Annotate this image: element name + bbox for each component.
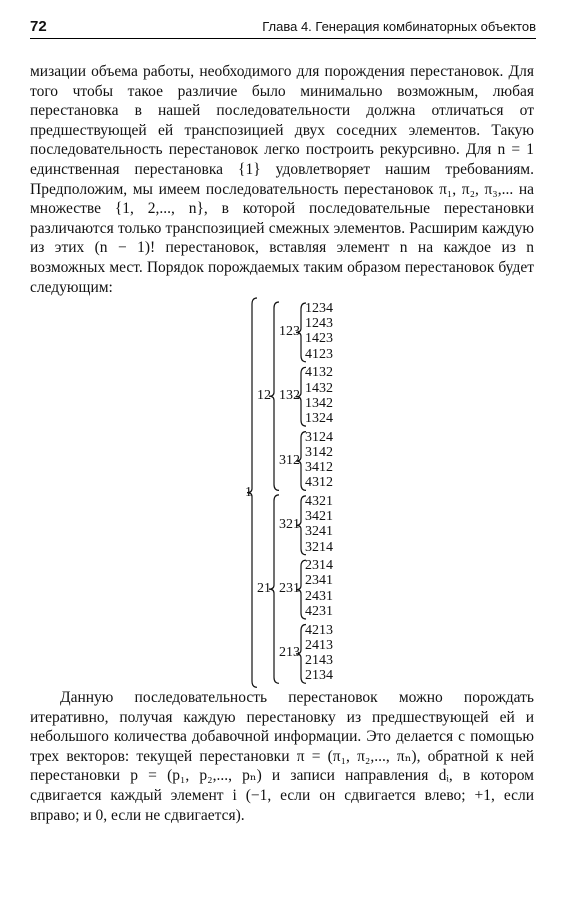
root-node: 1 (245, 484, 252, 500)
permutation-leaf: 1234 (305, 301, 333, 316)
permutation-leaf: 3241 (305, 524, 333, 540)
permutation-leaf: 4213 (305, 622, 333, 638)
level3-node: 321 (279, 516, 300, 532)
level3-node: 132 (279, 388, 300, 404)
paragraph-iterative (30, 688, 534, 825)
permutation-leaf: 3124 (305, 429, 333, 445)
permutation-leaf: 3214 (305, 539, 333, 555)
permutation-leaf: 1432 (305, 380, 333, 396)
permutation-leaf: 4312 (305, 475, 333, 491)
page-number: 72 (30, 18, 47, 35)
permutation-leaf: 1243 (305, 316, 333, 332)
level3-node: 231 (279, 581, 300, 597)
paragraph-iterative-text: Данную последовательность перестановок можно порождать итеративно, получая каждую перестановку из предшествующей ей и небольшого количества добавочной информации. Это делается с помощью трех векторов: текущей перестановки π = (π₁, π₂,..., πₙ), обратной к ней перестановки p = (p₁, p₂,..., pₙ) и записи направления dᵢ, в котором сдвигается каждый элемент i (−1, если он сдвигается влево; +1, если вправо; и 0, если не сдвигается). (30, 689, 534, 824)
permutation-leaf: 2431 (305, 588, 333, 604)
permutation-leaf: 2314 (305, 558, 333, 574)
paragraph-intro: мизации объема работы, необходимого для порождения перестановок. Для того чтобы такое различие было минимально возможным, любая перестановка в нашей последовательности должна отличаться от предшествующей ей транспозицией двух соседних элементов. Такую последовательность перестановок легко построить рекурсивно. Для n = 1 единственная перестановка {1} удовлетворяет нашим требованиям. Предположим, мы имеем последовательность перестановок π₁, π₂, π₃,... на множестве {1, 2,..., n}, в которой последовательные перестановки различаются только транспозицией смежных элементов. Расширим каждую из этих (n − 1)! перестановок, вставляя элемент n на каждое из n возможных мест. Порядок порождаемых таким образом перестановок будет следующим: (30, 63, 534, 296)
permutation-leaf: 4123 (305, 346, 333, 362)
level3-node: 123 (279, 323, 300, 339)
permutation-leaf: 1423 (305, 331, 333, 347)
level2-node: 21 (257, 581, 271, 597)
permutation-leaf: 2341 (305, 573, 333, 589)
permutation-leaf: 2413 (305, 637, 333, 653)
permutation-leaf: 2143 (305, 652, 333, 668)
chapter-title: Глава 4. Генерация комбинаторных объектов (262, 19, 536, 34)
level2-node: 12 (257, 388, 271, 404)
permutation-leaf: 1324 (305, 410, 333, 426)
permutation-leaf: 3412 (305, 460, 333, 475)
permutation-leaf: 3142 (305, 444, 333, 460)
permutation-leaf: 4132 (305, 365, 333, 381)
permutation-leaf: 2134 (305, 668, 333, 684)
permutation-leaf: 1342 (305, 395, 333, 411)
permutation-leaf: 4231 (305, 603, 333, 619)
level3-node: 213 (279, 645, 300, 661)
permutation-leaf: 4321 (305, 493, 333, 509)
page-header (30, 16, 536, 39)
permutation-leaf: 3421 (305, 509, 333, 525)
level3-node: 312 (279, 452, 300, 468)
